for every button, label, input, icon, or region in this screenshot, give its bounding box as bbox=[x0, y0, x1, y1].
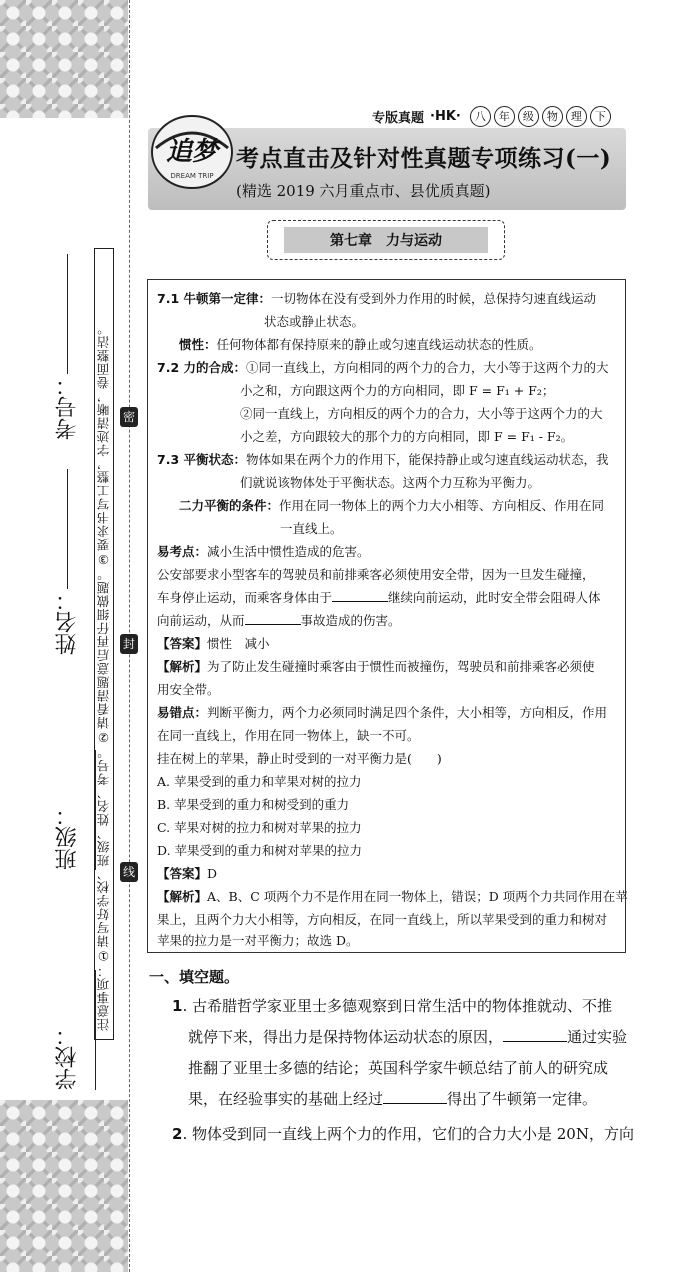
answer-blank[interactable] bbox=[383, 1089, 447, 1104]
question-1-line2: 就停下来，得出力是保持物体运动状态的原因， 通过实验 bbox=[188, 1028, 628, 1046]
name-label: 姓名： bbox=[55, 589, 80, 655]
easy-analysis: 【解析】为了防止发生碰撞时乘客由于惯性而被撞伤，驾驶员和前排乘客必须使 bbox=[157, 659, 595, 674]
section-title: 一、填空题。 bbox=[149, 968, 240, 986]
header-meta bbox=[372, 105, 611, 127]
option-d[interactable]: D. 苹果受到的重力和树对苹果的拉力 bbox=[157, 843, 363, 858]
notice-box bbox=[94, 248, 114, 1040]
grade-char: 年 bbox=[494, 106, 515, 127]
grade-char: 下 bbox=[590, 106, 611, 127]
easy-question-line1: 公安部要求小型客车的驾驶员和前排乘客必须使用安全带，因为一旦发生碰撞， bbox=[157, 567, 595, 582]
knowledge-7-2-line4: 小之差，方向跟较大的那个力的方向相同，即 F = F₁ - F₂。 bbox=[240, 429, 574, 444]
question-1-line1: 1. 古希腊哲学家亚里士多德观察到日常生活中的物体推就动、不推 bbox=[172, 997, 612, 1015]
seal-mark-seal: 封 bbox=[120, 634, 138, 654]
banner-title: 考点直击及针对性真题专项练习(一) bbox=[236, 145, 612, 172]
error-analysis: 【解析】A、B、C 项两个力不是作用在同一物体上，错误；D 项两个力共同作用在苹 bbox=[157, 889, 628, 904]
easy-answer: 【答案】惯性 减小 bbox=[157, 636, 270, 651]
option-a[interactable]: A. 苹果受到的重力和苹果对树的拉力 bbox=[157, 774, 362, 789]
error-point-line2: 在同一直线上，作用在同一物体上，缺一不可。 bbox=[157, 728, 420, 743]
chapter-title: 第七章 力与运动 bbox=[284, 227, 488, 253]
notice-text: 注意事项：①请写好学校、班级、姓名、考号。②请看清题意后再仔细做题。③要求书写工整，字迹清晰，卷面整洁。 bbox=[96, 321, 111, 1031]
answer-blank[interactable] bbox=[332, 589, 388, 602]
grade-char: 理 bbox=[566, 106, 587, 127]
banner-subtitle: (精选 2019 六月重点市、县优质真题) bbox=[236, 182, 491, 200]
knowledge-7-3: 7.3 平衡状态：物体如果在两个力的作用下，能保持静止或匀速直线运动状态，我 bbox=[157, 452, 609, 467]
edition-label: ·HK· bbox=[430, 108, 461, 124]
error-answer: 【答案】D bbox=[157, 866, 218, 881]
error-question: 挂在树上的苹果，静止时受到的一对平衡力是( ) bbox=[157, 751, 442, 766]
decorative-pattern-bottom bbox=[0, 1100, 128, 1272]
logo-main-text: 追梦 bbox=[165, 137, 219, 167]
knowledge-balance-condition: 二力平衡的条件：作用在同一物体上的两个力大小相等、方向相反、作用在同 bbox=[179, 498, 605, 513]
knowledge-7-1: 7.1 牛顿第一定律：一切物体在没有受到外力作用的时候，总保持匀速直线运动 bbox=[157, 291, 597, 306]
question-1-line3: 推翻了亚里士多德的结论；英国科学家牛顿总结了前人的研究成 bbox=[188, 1059, 609, 1077]
easy-point: 易考点：减小生活中惯性造成的危害。 bbox=[157, 544, 370, 559]
logo-sub-text: DREAM TRIP bbox=[170, 172, 214, 180]
exam-number-field[interactable] bbox=[52, 245, 83, 440]
chapter-tag bbox=[267, 220, 505, 260]
error-point: 易错点：判断平衡力，两个力必须同时满足四个条件，大小相等，方向相反，作用 bbox=[157, 705, 608, 720]
easy-question-line2: 车身停止运动，而乘客身体由于 继续向前运动，此时安全带会阻碍人体 bbox=[157, 590, 601, 605]
knowledge-inertia: 惯性：任何物体都有保持原来的静止或匀速直线运动状态的性质。 bbox=[179, 337, 542, 352]
knowledge-7-1-cont: 状态或静止状态。 bbox=[264, 314, 365, 329]
grade-char: 物 bbox=[542, 106, 563, 127]
decorative-pattern-top bbox=[0, 0, 128, 118]
answer-blank[interactable] bbox=[245, 612, 301, 625]
seal-mark-line: 线 bbox=[120, 862, 138, 882]
school-label: 学校： bbox=[55, 1024, 80, 1090]
knowledge-7-2-line2: 小之和，方向跟这两个力的方向相同，即 F = F₁ + F₂； bbox=[240, 383, 555, 398]
knowledge-7-3-line2: 们就说该物体处于平衡状态。这两个力互称为平衡力。 bbox=[240, 475, 541, 490]
name-field[interactable] bbox=[52, 455, 83, 655]
error-analysis-line2: 果上，且两个力大小相等，方向相反，在同一直线上，所以苹果受到的重力和树对 bbox=[157, 912, 608, 927]
question-1-line4: 果，在经验事实的基础上经过 得出了牛顿第一定律。 bbox=[188, 1090, 598, 1108]
exam-number-label: 考号： bbox=[55, 374, 80, 440]
grade-char: 级 bbox=[518, 106, 539, 127]
knowledge-7-2-line3: ②同一直线上，方向相反的两个力的合力，大小等于这两个力的大 bbox=[240, 406, 603, 421]
seal-mark-secret: 密 bbox=[120, 407, 138, 427]
dream-trip-logo bbox=[148, 108, 236, 192]
knowledge-balance-condition-line2: 一直线上。 bbox=[280, 521, 343, 536]
class-label: 班级： bbox=[55, 804, 80, 870]
knowledge-7-2: 7.2 力的合成：①同一直线上，方向相同的两个力的合力，大小等于这两个力的大 bbox=[157, 360, 609, 375]
grade-char: 八 bbox=[470, 106, 491, 127]
question-2-line1: 2. 物体受到同一直线上两个力的作用，它们的合力大小是 20N，方向 bbox=[172, 1125, 634, 1143]
option-b[interactable]: B. 苹果受到的重力和树受到的重力 bbox=[157, 797, 350, 812]
easy-question-line3: 向前运动，从而 事故造成的伤害。 bbox=[157, 613, 401, 628]
easy-analysis-line2: 用安全带。 bbox=[157, 682, 220, 697]
answer-blank[interactable] bbox=[503, 1027, 567, 1042]
option-c[interactable]: C. 苹果对树的拉力和树对苹果的拉力 bbox=[157, 820, 362, 835]
error-analysis-line3: 苹果的拉力是一对平衡力；故选 D。 bbox=[157, 933, 359, 948]
series-label: 专版真题 bbox=[372, 110, 425, 126]
